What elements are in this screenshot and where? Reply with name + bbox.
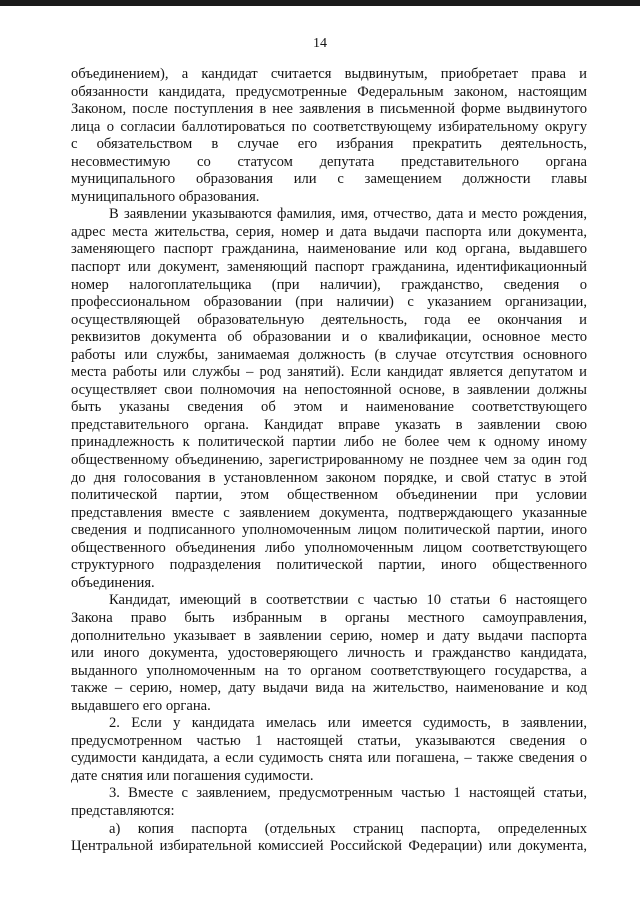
- text-line: осуществляющей образовательную деятельность, года ее окончания и: [71, 311, 587, 328]
- text-line: представительного органа. Кандидат вправе указать в заявлении свою: [71, 416, 587, 433]
- text-line: несовместимую со статусом депутата представительного органа: [71, 153, 587, 170]
- text-line: паспорт или документ, заменяющий паспорт гражданина, идентификационный: [71, 259, 587, 276]
- paragraph: [71, 785, 587, 820]
- text-line: Закона право быть избранным в органы местного самоуправления,: [71, 609, 587, 626]
- text-line: реквизитов документа об образовании и о квалификации, основное место: [71, 329, 587, 346]
- text-line: Законом, после поступления в нее заявления в письменной форме выдвинутого: [71, 101, 587, 118]
- text-line: дате снятия или погашения судимости.: [71, 767, 314, 784]
- top-border-rule: [0, 0, 640, 6]
- text-line: дополнительно указывает в заявлении серию, номер и дату выдачи паспорта: [71, 627, 587, 644]
- text-line: сведения и подписанного уполномоченным лицом политической партии, иного: [71, 522, 587, 539]
- text-line: заменяющего паспорт гражданина, наименование или код органа, выдавшего: [71, 241, 587, 258]
- paragraph: [71, 592, 587, 715]
- paragraph: [71, 715, 587, 785]
- text-line: предусмотренном частью 1 настоящей статьи, указываются сведения о: [71, 732, 587, 749]
- text-line: места работы или службы – род занятий). Если кандидат является депутатом и: [71, 364, 587, 381]
- text-line: Центральной избирательной комиссией Российской Федерации) или документа,: [71, 838, 587, 855]
- text-line: также – серию, номер, дату выдачи вида на жительство, наименование и код: [71, 680, 587, 697]
- text-line: В заявлении указываются фамилия, имя, отчество, дата и место рождения,: [109, 206, 587, 223]
- text-line: адрес места жительства, серия, номер и дата выдачи паспорта или документа,: [71, 223, 587, 240]
- text-line: 3. Вместе с заявлением, предусмотренным частью 1 настоящей статьи,: [109, 785, 587, 802]
- text-line: профессиональном образовании (при наличии) с указанием организации,: [71, 294, 587, 311]
- text-line: работы или службы, занимаемая должность (в случае отсутствия основного: [71, 346, 587, 363]
- paragraph-container: [71, 66, 587, 856]
- paragraph: [71, 206, 587, 592]
- text-line: быть указаны сведения об этом и наименование соответствующего: [71, 399, 587, 416]
- text-line: объединением), а кандидат считается выдвинутым, приобретает права и: [71, 66, 587, 82]
- text-line: общественному объединению, зарегистрированному не позднее чем за один год: [71, 452, 587, 469]
- text-line: с обязательством в случае его избрания прекратить деятельность,: [71, 136, 587, 153]
- page-number: 14: [313, 36, 327, 51]
- text-line: Кандидат, имеющий в соответствии с частью 10 статьи 6 настоящего: [109, 592, 587, 609]
- text-line: или иного документа, удостоверяющего личность и гражданство кандидата,: [71, 645, 587, 662]
- text-line: структурного подразделения политической партии, иного общественного: [71, 557, 587, 574]
- text-line: 2. Если у кандидата имелась или имеется судимость, в заявлении,: [109, 715, 587, 732]
- text-line: выданного уполномоченным на то органом соответствующего государства, а: [71, 662, 587, 679]
- text-line: до дня голосования в установленном законом порядке, и свой статус в этой: [71, 469, 587, 486]
- text-line: представления вместе с заявлением документа, подтверждающего указанные: [71, 504, 587, 521]
- text-line: общественного объединения либо уполномоченным лицом соответствующего: [71, 539, 587, 556]
- text-line: обязанности кандидата, предусмотренные Федеральным законом, настоящим: [71, 83, 587, 100]
- text-line: муниципального образования.: [71, 188, 260, 205]
- text-line: а) копия паспорта (отдельных страниц паспорта, определенных: [109, 820, 587, 837]
- text-line: судимости кандидата, а если судимость снята или погашена, – также сведения о: [71, 750, 587, 767]
- text-line: принадлежность к политической партии либо не более чем к одному иному: [71, 434, 587, 451]
- text-line: муниципального образования или с замещением должности главы: [71, 171, 587, 188]
- text-line: объединения.: [71, 574, 155, 591]
- text-line: выдавшего его органа.: [71, 697, 211, 714]
- text-line: осуществляет свои полномочия на непостоянной основе, в заявлении должны: [71, 381, 587, 398]
- text-line: лица о согласии баллотироваться по соответствующему избирательному округу: [71, 118, 587, 135]
- document-body: [71, 66, 587, 856]
- text-line: представляются:: [71, 802, 175, 819]
- text-line: политической партии, этом общественном объединении при условии: [71, 487, 587, 504]
- text-line: номер налогоплательщика (при наличии), гражданство, сведения о: [71, 276, 587, 293]
- paragraph: [71, 66, 587, 206]
- paragraph: [71, 821, 587, 856]
